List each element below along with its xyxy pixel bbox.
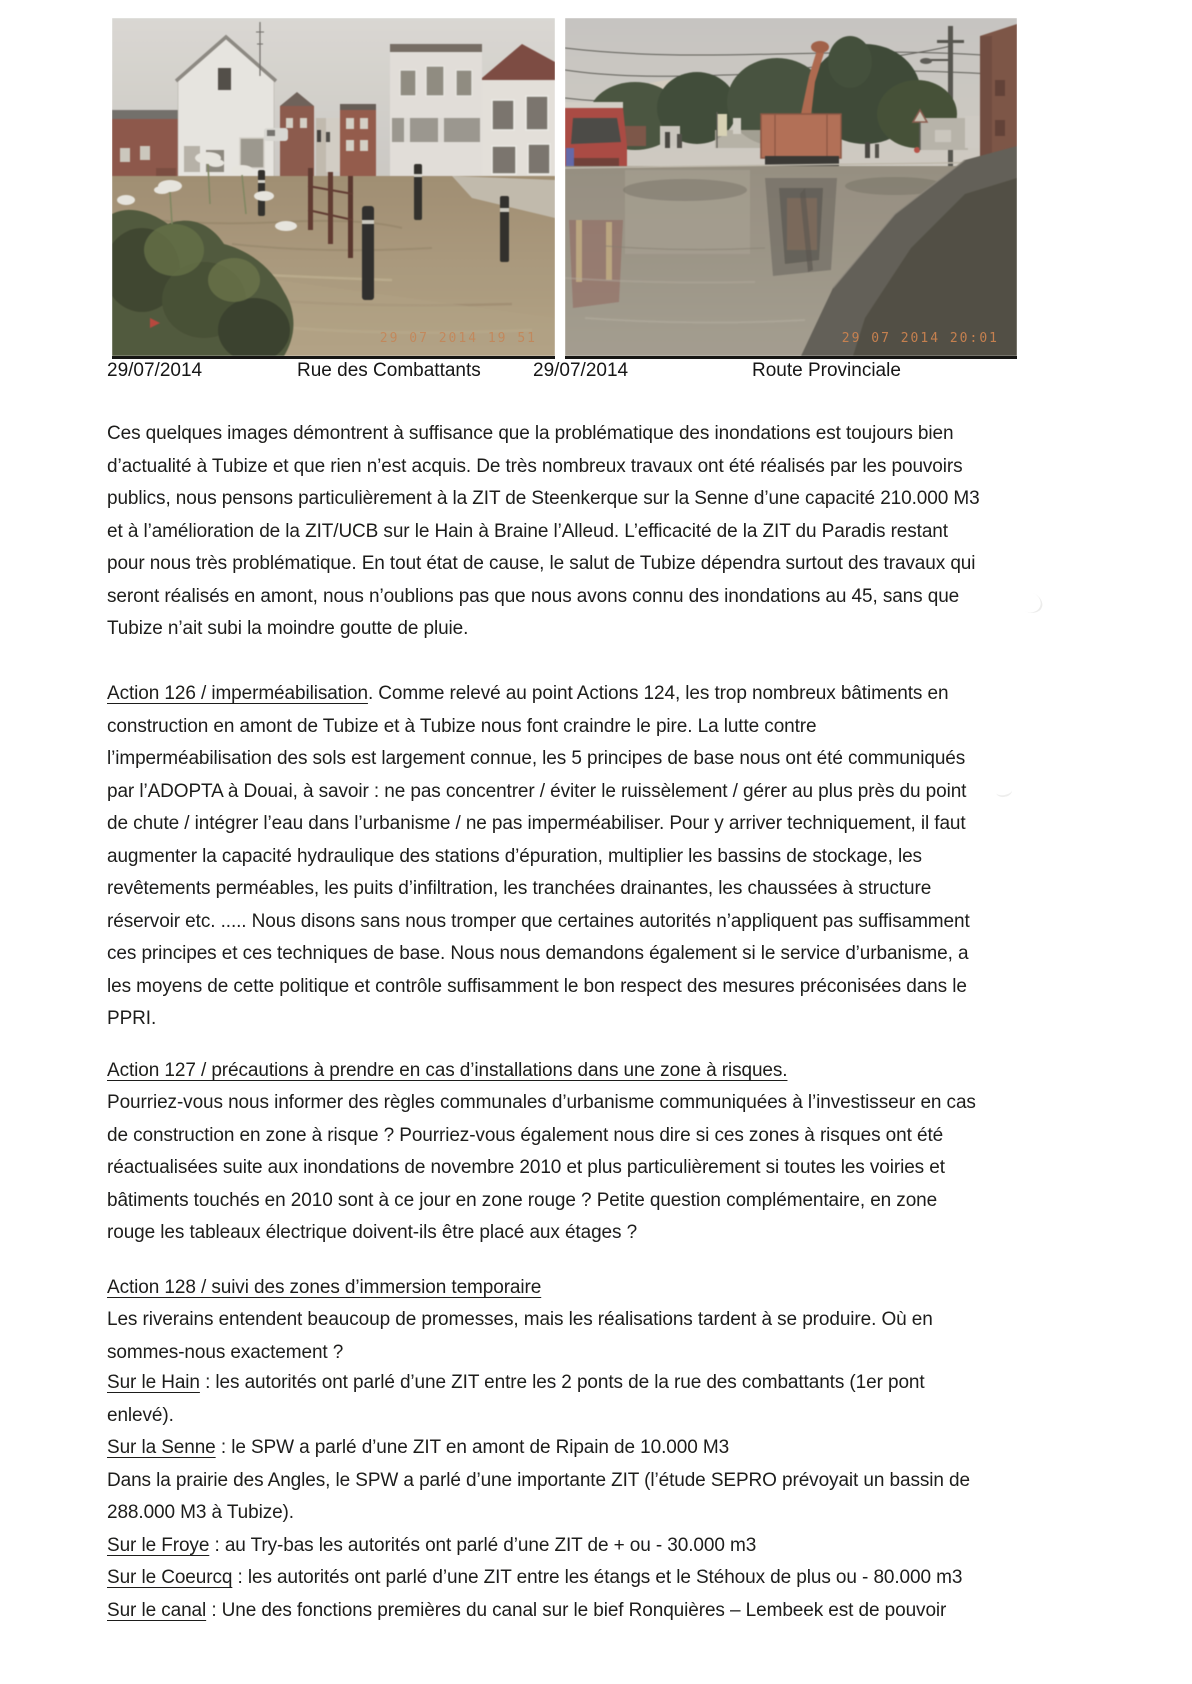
action-128-body: Les riverains entendent beaucoup de promesses, mais les réalisations tardent à se produire. Où en sommes-nous exactement ? (107, 1309, 933, 1363)
zit-item-angles: Dans la prairie des Angles, le SPW a parlé d’une importante ZIT (l’étude SEPRO prévoyait un bassin de 288.000 M3 à Tubize). (107, 1469, 970, 1523)
caption-date-left: 29/07/2014 (107, 360, 203, 381)
caption-location-right: Route Provinciale (752, 360, 901, 381)
action-128-title: Action 128 / suivi des zones d’immersion temporaire (107, 1277, 542, 1298)
zit-senne-lead: Sur la Senne (107, 1437, 216, 1458)
zit-hain-lead: Sur le Hain (107, 1372, 200, 1393)
zit-item-senne (107, 1432, 987, 1465)
scan-artifact (1012, 587, 1046, 617)
zit-item-canal (107, 1595, 987, 1628)
flood-photo-left (112, 18, 555, 359)
zit-froye-rest: : au Try-bas les autorités ont parlé d’une ZIT de + ou - 30.000 m3 (209, 1534, 757, 1556)
scan-artifact (995, 785, 1013, 799)
action-127-title: Action 127 / précautions à prendre en cas d’installations dans une zone à risques. (107, 1060, 788, 1081)
zit-canal-rest: : Une des fonctions premières du canal sur le bief Ronquières – Lembeek est de pouvoir (206, 1599, 947, 1621)
flood-photo-right-art (565, 18, 1017, 356)
action-126-paragraph (107, 678, 981, 1036)
action-127-body: Pourriez-vous nous informer des règles communales d’urbanisme communiquées à l’investisseur en cas de construction en zone à risque ? Pourriez-vous également nous dire si ces zones à risques ont été réactualisées suite aux inondations de novembre 2010 et plus particulièrement si toutes les voiries et bâtiments touchés en 2010 sont à ce jour en zone rouge ? Petite question complémentaire, en zone rouge les tableaux électrique doivent-ils être placé aux étages ? (107, 1092, 976, 1243)
zit-senne-rest: : le SPW a parlé d’une ZIT en amont de Ripain de 10.000 M3 (215, 1437, 730, 1458)
camera-timestamp-right: 29 07 2014 20:01 (841, 331, 999, 346)
photo-captions-row (0, 360, 1192, 386)
zit-item-froye (107, 1530, 987, 1563)
action-126-title: Action 126 / imperméabilisation (107, 683, 368, 704)
flood-photo-right (565, 18, 1017, 359)
action-126-body: . Comme relevé au point Actions 124, les trop nombreux bâtiments en construction en amont de Tubize et à Tubize nous font craindre le pire. La lutte contre l’imperméabilisation des sols est largement connue, les 5 principes de base nous ont été communiqués par l’ADOPTA à Douai, à savoir : ne pas concentrer / éviter le ruissèlement / gérer au plus près du point de chute / intégrer l’eau dans l’urbanisme / ne pas imperméabiliser. Pour y arriver techniquement, il faut augmenter la capacité hydraulique des stations d’épuration, multiplier les bassins de stockage, les revêtements perméables, les puits d’infiltration, les tranchées drainantes, les chaussées à structure réservoir etc. ..... Nous disons sans nous tromper que certaines autorités n’appliquent pas suffisamment ces principes et ces techniques de base. Nous nous demandons également si le service d’urbanisme, a les moyens de cette politique et contrôle suffisamment le bon respect des mesures préconisées dans le PPRI. (107, 683, 970, 1029)
zit-item-hain (107, 1367, 987, 1432)
intro-paragraph: Ces quelques images démontrent à suffisance que la problématique des inondations est toujours bien d’actualité à Tubize et que rien n’est acquis. De très nombreux travaux ont été réalisés par les pouvoirs publics, nous pensons particulièrement à la ZIT de Steenkerque sur la Senne d’une capacité 210.000 M3 et à l’amélioration de la ZIT/UCB sur le Hain à Braine l’Alleud. L’efficacité de la ZIT du Paradis restant pour nous très problématique. En tout état de cause, le salut de Tubize dépendra surtout des travaux qui seront réalisés en amont, nous n’oublions pas que nous avons connu des inondations au 45, sans que Tubize n’ait subi la moindre goutte de pluie. (107, 423, 980, 639)
zit-coeurcq-lead: Sur le Coeurcq (107, 1567, 233, 1588)
zit-item-coeurcq (107, 1562, 987, 1595)
zit-canal-lead: Sur le canal (107, 1599, 207, 1621)
zit-coeurcq-rest: : les autorités ont parlé d’une ZIT entre les étangs et le Stéhoux de plus ou - 80.000 m3 (232, 1567, 963, 1588)
camera-timestamp-left: 29 07 2014 19 51 (379, 331, 537, 346)
flood-photo-left-art (112, 18, 555, 356)
caption-location-left: Rue des Combattants (297, 360, 481, 381)
zit-froye-lead: Sur le Froye (107, 1534, 210, 1556)
zit-list (107, 1367, 987, 1627)
caption-date-right: 29/07/2014 (533, 360, 629, 381)
zit-hain-rest: : les autorités ont parlé d’une ZIT entre les 2 ponts de la rue des combattants (1er pont enlevé). (107, 1372, 925, 1426)
